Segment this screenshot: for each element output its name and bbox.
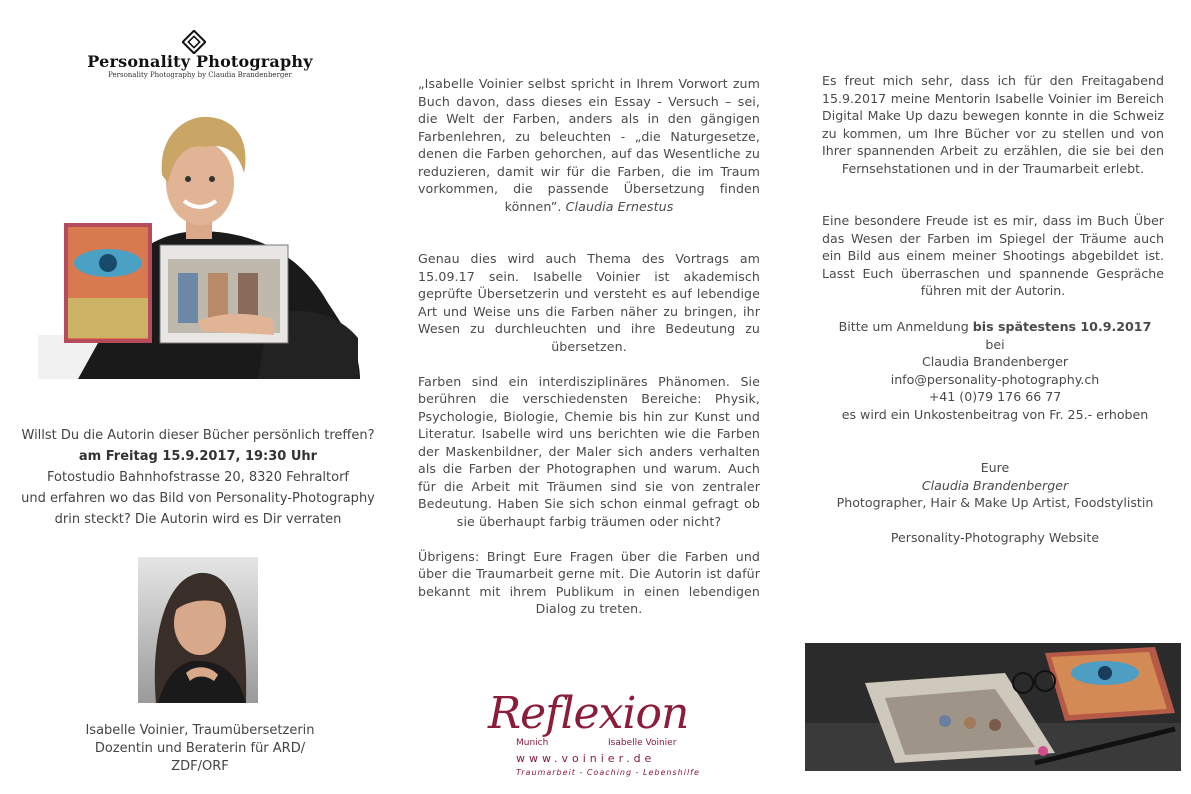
middle-body bbox=[418, 250, 760, 618]
invite-line: Fotostudio Bahnhofstrasse 20, 8320 Fehraltorf bbox=[47, 470, 349, 485]
paragraph-lecture: Genau dies wird auch Thema des Vortrags am 15.09.17 sein. Isabelle Voinier ist akademisch geprüfte Übersetzerin und versteht es auf lebendige Art und Weise uns die Farben näher zu bringen, ihr Wesen zu durchleuchten und ihre Bedeutung zu übersetzen. bbox=[418, 251, 760, 354]
registration-block bbox=[800, 318, 1190, 423]
quote-author: Claudia Ernestus bbox=[565, 198, 674, 214]
quote-paragraph bbox=[418, 75, 760, 215]
invite-line: und erfahren wo das Bild von Personality-Photography bbox=[21, 491, 375, 506]
signature-name: Claudia Brandenberger bbox=[921, 477, 1069, 493]
registration-deadline: bis spätestens 10.9.2017 bbox=[972, 319, 1152, 334]
invite-line: Willst Du die Autorin dieser Bücher persönlich treffen? bbox=[21, 428, 375, 443]
invite-date: am Freitag 15.9.2017, 19:30 Uhr bbox=[78, 449, 318, 464]
reflexion-name: Isabelle Voinier bbox=[608, 738, 677, 748]
author-with-books-photo bbox=[38, 113, 362, 379]
website-link[interactable]: Personality-Photography Website bbox=[890, 530, 1100, 545]
right-intro bbox=[822, 72, 1164, 177]
paragraph-book: Eine besondere Freude ist es mir, dass im Buch Über das Wesen der Farben im Spiegel der Träume auch ein Bild aus einem meiner Shootings abgebildet ist. Lasst Euch überraschen und spannende Gespräche führen mit der Autorin. bbox=[822, 213, 1164, 298]
portrait-caption bbox=[40, 722, 360, 776]
signature-role: Photographer, Hair & Make Up Artist, Foodstylistin bbox=[836, 495, 1154, 510]
paragraph-colors: Farben sind ein interdisziplinäres Phänomen. Sie berühren die verschiedensten Bereiche: Physik, Psychologie, Biologie, Chemie bis hin zur Kunst und Literatur. Isabelle wird uns berichten wie die Farben der Maskenbildner, der Maler sich anders verhalten als die Farben der Photographen und warum. Auch für die Arbeit mit Träumen sind sie von zentraler Bedeutung. Haben Sie sich schon einmal gefragt ob sie überhaupt farbig träumen oder nicht? bbox=[418, 373, 760, 529]
books-still-life-photo bbox=[805, 643, 1181, 771]
personality-photography-logo-icon bbox=[182, 30, 206, 54]
isabelle-voinier-portrait bbox=[138, 557, 258, 703]
reflexion-logo bbox=[488, 688, 718, 778]
right-book bbox=[822, 212, 1164, 300]
logo-subtitle: Personality Photography by Claudia Brandenberger bbox=[108, 71, 292, 79]
caption-line: Dozentin und Beraterin für ARD/ bbox=[94, 741, 306, 756]
reflexion-tagline: Traumarbeit - Coaching - Lebenshilfe bbox=[516, 768, 700, 777]
registration-phone: +41 (0)79 176 66 77 bbox=[928, 389, 1062, 404]
paragraph-mentor: Es freut mich sehr, dass ich für den Freitagabend 15.9.2017 meine Mentorin Isabelle Voinier im Bereich Digital Make Up dazu bewegen konnte in die Schweiz zu kommen, um Ihre Bücher vor zu stellen und von Ihrer spannenden Arbeit zu erzählen, die sie bei den Fernsehstationen und in der Traumarbeit erlebt. bbox=[822, 73, 1164, 176]
logo-title: Personality Photography bbox=[87, 52, 313, 71]
caption-line: ZDF/ORF bbox=[171, 759, 229, 774]
paragraph-questions: Übrigens: Bringt Eure Fragen über die Farben und über die Traumarbeit gerne mit. Die Autorin ist dafür bekannt mit ihrem Publikum in einen lebendigen Dialog zu treten. bbox=[418, 548, 760, 616]
signature-block bbox=[800, 459, 1190, 547]
registration-bei: bei bbox=[985, 336, 1005, 352]
reflexion-city: Munich bbox=[516, 738, 549, 748]
registration-email[interactable]: info@personality-photography.ch bbox=[890, 371, 1100, 387]
invitation-text bbox=[18, 425, 378, 530]
quote-text: „Isabelle Voinier selbst spricht in Ihrem Vorwort zum Buch davon, dass dieses ein Essay - Versuch – sei, die Welt der Farben, anders als in den gängigen Farbenlehren, zu beleuchten - „die Naturgesetze, denen die Farben gehorchen, auf das Wesentliche zu reduzieren, damit wir für die Farben, die im Traum vorkommen, die passende Übersetzung finden können”. bbox=[418, 76, 760, 214]
reflexion-url[interactable]: www.voinier.de bbox=[516, 752, 656, 765]
caption-line: Isabelle Voinier, Traumübersetzerin bbox=[85, 723, 315, 738]
signature-eure: Eure bbox=[980, 460, 1010, 475]
invite-line: drin steckt? Die Autorin wird es Dir verraten bbox=[54, 512, 342, 527]
reflexion-wordmark: Reflexion bbox=[488, 688, 689, 739]
registration-line: Bitte um Anmeldung bis spätestens 10.9.2017 bbox=[838, 319, 1152, 334]
registration-fee: es wird ein Unkostenbeitrag von Fr. 25.- erhoben bbox=[841, 406, 1149, 422]
registration-name: Claudia Brandenberger bbox=[921, 354, 1069, 369]
